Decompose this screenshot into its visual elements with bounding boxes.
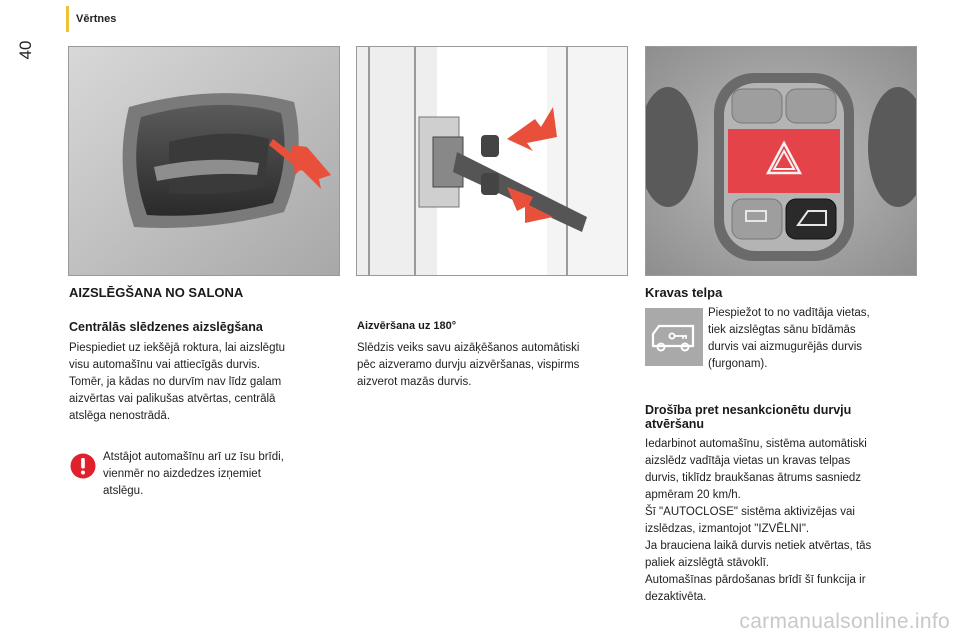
closing-180-text: Slēdzis veiks savu aizāķēšanos automātiski pēc aizveramo durvju aizvēršanas, vispirms aizverot mazās durvis. [357,342,580,388]
section-title: Vērtnes [76,13,117,25]
cargo-text: Piespiežot to no vadītāja vietas, tiek aizslēgtas sānu bīdāmās durvis vai aizmugurējās durvis (furgonam). [708,307,870,370]
section-heading: AIZSLĒGŠANA NO SALONA [69,285,244,300]
header-accent-bar [66,6,69,32]
page-number: 40 [16,40,35,60]
central-lock-text: Piespiediet uz iekšējā roktura, lai aizslēgtu visu automašīnu vai attiecīgās durvis. Tomēr, ja kādas no durvīm nav līdz galam aizvērtas vai palikušas atvērtas, centrālā atslēga nenostrādā. [69,342,286,422]
closing-180-title: Aizvēršana uz 180° [357,320,457,332]
cargo-lock-icon [645,308,703,366]
watermark: carmanualsonline.info [739,610,950,633]
dashboard-switches-photo [645,46,917,276]
warning-text: Atstājot automašīnu arī uz īsu brīdi, vienmēr no aizdedzes izņemiet atslēgu. [103,451,284,497]
door-handle-photo [68,46,340,276]
door-hinge-photo [356,46,628,276]
anti-opening-text: Iedarbinot automašīnu, sistēma automātiski aizslēdz vadītāja vietas un kravas telpas durvis, tiklīdz braukšanas ātrums sasniedz apmēram 20 km/h. Šī "AUTOCLOSE" sistēma aktivizējas vai izslēdzas, izmantojot "IZVĒLNI". Ja brauciena laikā durvis netiek atvērtas, tās paliek aizslēgtā stāvoklī. Automašīnas pārdošanas brīdī šī funkcija ir dezaktivēta. [645,438,872,603]
cargo-title: Kravas telpa [645,285,723,300]
warning-icon [70,453,96,479]
central-lock-title: Centrālās slēdzenes aizslēgšana [69,320,263,334]
anti-opening-title: Drošība pret nesankcionētu durvju atvēršanu [645,403,852,431]
